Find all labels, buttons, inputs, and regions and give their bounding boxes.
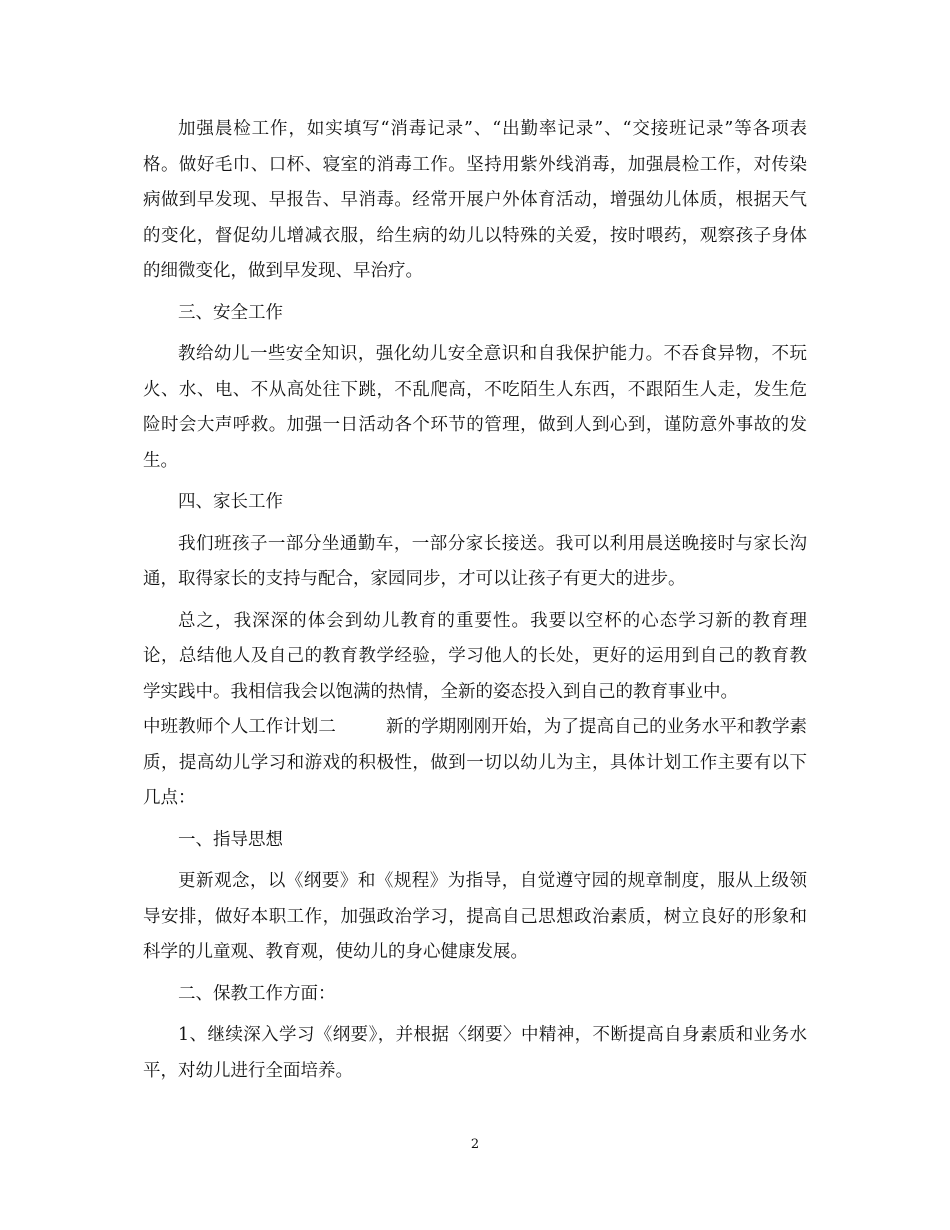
document-body [143,112,807,1089]
section-heading-care-education: 二、保教工作方面： [178,983,336,1004]
paragraph-safety: 教给幼儿一些安全知识，强化幼儿安全意识和自我保护能力。不吞食异物，不玩火、水、电、不从高处往下跳，不乱爬高，不吃陌生人东西，不跟陌生人走，发生危险时会大声呼救。加强一日活动各个环节的管理，做到人到心到，谨防意外事故的发生。 [143,344,807,471]
paragraph-parents: 我们班孩子一部分坐通勤车，一部分家长接送。我可以利用晨送晚接时与家长沟通，取得家长的支持与配合，家园同步，才可以让孩子有更大的进步。 [143,533,807,589]
section-heading-guiding-thought: 一、指导思想 [178,829,283,850]
paragraph-health-checks: 加强晨检工作，如实填写“消毒记录”、“出勤率记录”、“交接班记录”等各项表格。做好毛巾、口杯、寝室的消毒工作。坚持用紫外线消毒，加强晨检工作，对传染病做到早发现、早报告、早消毒。经常开展户外体育活动，增强幼儿体质，根据天气的变化，督促幼儿增减衣服，给生病的幼儿以特殊的关爱，按时喂药，观察孩子身体的细微变化，做到早发现、早治疗。 [143,119,807,281]
plan-title: 中班教师个人工作计划二 [143,717,336,737]
plan-intro-text: 新的学期刚刚开始，为了提高自己的业务水平和教学素质，提高幼儿学习和游戏的积极性，做到一切以幼儿为主，具体计划工作主要有以下几点： [143,717,808,808]
paragraph-guiding-thought: 更新观念，以《纲要》和《规程》为指导，自觉遵守园的规章制度，服从上级领导安排，做好本职工作，加强政治学习，提高自己思想政治素质，树立良好的形象和科学的儿童观、教育观，使幼儿的身心健康发展。 [143,871,807,962]
page-number: 2 [470,1137,480,1152]
section-heading-parents: 四、家长工作 [178,492,283,512]
section-heading-safety: 三、安全工作 [178,302,283,323]
plan-two-intro [143,710,807,817]
paragraph-conclusion: 总之，我深深的体会到幼儿教育的重要性。我要以空杯的心态学习新的教育理论，总结他人及自己的教育教学经验，学习他人的长处，更好的运用到自己的教育教学实践中。我相信我会以饱满的热情，全新的姿态投入到自己的教育事业中。 [143,610,807,702]
paragraph-care-education-item-1: 1、继续深入学习《纲要》，并根据〈纲要〉中精神，不断提高自身素质和业务水平，对幼儿进行全面培养。 [143,1025,807,1081]
